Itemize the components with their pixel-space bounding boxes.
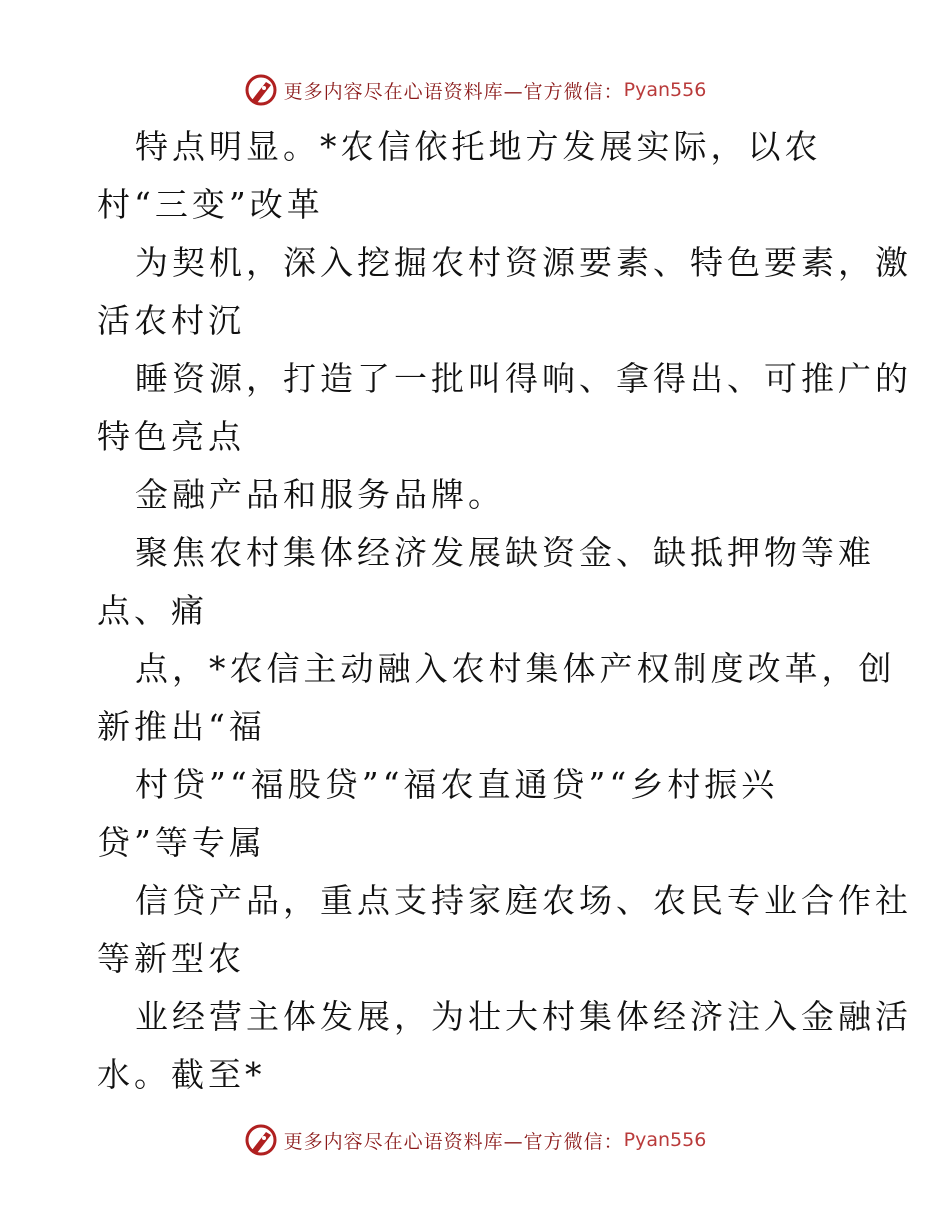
footer-banner	[0, 1120, 950, 1160]
text-line: 为契机，深入挖掘农村资源要素、特色要素，激	[135, 243, 912, 282]
text-line: 业经营主体发展，为壮大村集体经济注入金融活	[135, 997, 912, 1036]
text-line: 新推出“福	[97, 707, 266, 746]
text-line: 金融产品和服务品牌。	[135, 475, 505, 514]
banner-text: 更多内容尽在心语资料库—官方微信：	[283, 1130, 624, 1153]
pen-nib-logo-icon	[244, 1123, 278, 1157]
text-line: 等新型农	[97, 939, 245, 978]
header-banner	[0, 70, 950, 110]
pen-nib-logo-icon	[244, 73, 278, 107]
document-body	[97, 118, 912, 1104]
banner-text: 更多内容尽在心语资料库—官方微信：	[283, 80, 624, 103]
text-line: 村“三变”改革	[97, 185, 324, 224]
text-line: 点、痛	[97, 591, 208, 630]
text-line: 点，*农信主动融入农村集体产权制度改革，创	[135, 649, 896, 688]
text-line: 睡资源，打造了一批叫得响、拿得出、可推广的	[135, 359, 912, 398]
banner-wechat-handle: Pyan556	[623, 79, 707, 101]
text-line: 水。截至*	[97, 1055, 266, 1094]
text-line: 特点明显。*农信依托地方发展实际，以农	[135, 127, 822, 166]
text-line: 信贷产品，重点支持家庭农场、农民专业合作社	[135, 881, 912, 920]
text-line: 特色亮点	[97, 417, 245, 456]
text-line: 贷”等专属	[97, 823, 266, 862]
text-line: 活农村沉	[97, 301, 245, 340]
text-line: 村贷”“福股贷”“福农直通贷”“乡村振兴	[135, 765, 779, 804]
text-line: 聚焦农村集体经济发展缺资金、缺抵押物等难	[135, 533, 875, 572]
banner-wechat-handle: Pyan556	[623, 1129, 707, 1151]
